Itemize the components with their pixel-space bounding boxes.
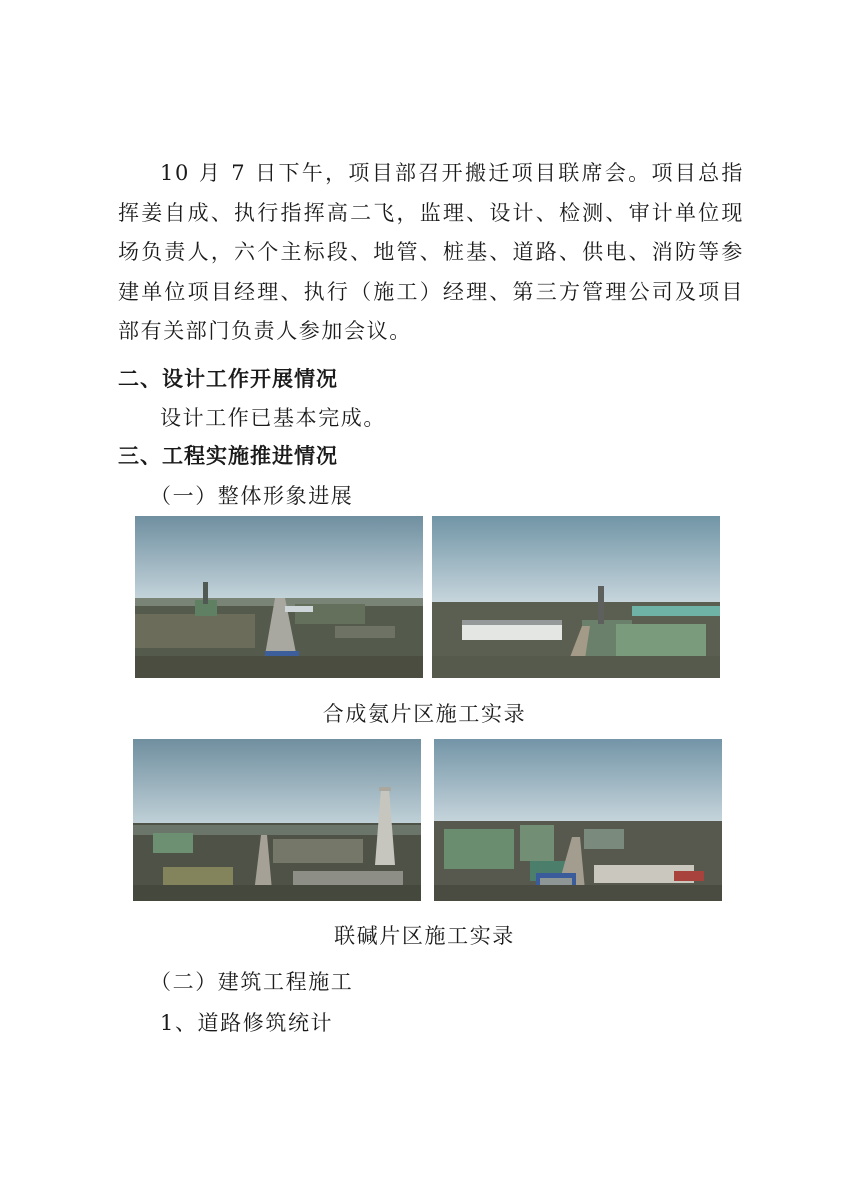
caption-ammonia: 合成氨片区施工实录 bbox=[322, 702, 527, 726]
subsection-1-heading: （一）整体形象进展 bbox=[150, 484, 354, 508]
section-2-heading: 二、设计工作开展情况 bbox=[118, 367, 338, 391]
intro-paragraph: 10 月 7 日下午，项目部召开搬迁项目联席会。项目总指挥姜自成、执行指挥高二飞，监理、设计、检测、审计单位现场负责人，六个主标段、地管、桩基、道路、供电、消防等参建单位项目经理、执行（施工）经理、第三方管理公司及项目部有关部门负责人参加会议。 bbox=[118, 161, 744, 343]
section-3-heading: 三、工程实施推进情况 bbox=[118, 444, 338, 468]
caption-soda: 联碱片区施工实录 bbox=[334, 924, 515, 948]
construction-photo-soda-1 bbox=[133, 739, 421, 901]
subsection-2-heading: （二）建筑工程施工 bbox=[150, 970, 354, 994]
construction-photo-ammonia-2 bbox=[432, 516, 720, 678]
list-item-1: 1、道路修筑统计 bbox=[160, 1011, 334, 1035]
construction-photo-ammonia-1 bbox=[135, 516, 423, 678]
section-2-body: 设计工作已基本完成。 bbox=[160, 406, 386, 430]
construction-photo-soda-2 bbox=[434, 739, 722, 901]
